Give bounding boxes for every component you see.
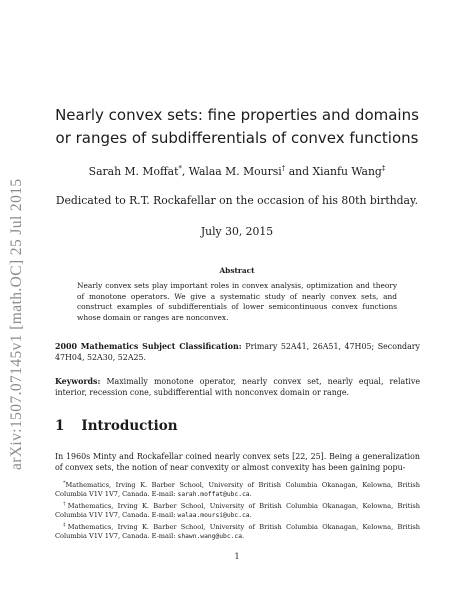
section-number: 1: [55, 418, 65, 434]
page-number: 1: [234, 552, 240, 561]
footnote: [55, 502, 420, 521]
paper-date: July 30, 2015: [200, 225, 274, 238]
keywords: [55, 376, 420, 399]
footnote-text: Mathematics, Irving K. Barber School, University of British Columbia Okanagan, Kelowna, British Columbia V1V 1V7, Canada. E-mail:: [55, 481, 420, 498]
author-name: Sarah M. Moffat: [88, 165, 179, 178]
footnote-mark: *: [63, 479, 66, 486]
footnote-mark: †: [63, 500, 68, 507]
footnote-end: .: [249, 489, 252, 498]
abstract-body: Nearly convex sets play important roles in convex analysis, optimization and theory of monotone operators. We give a systematic study of nearly convex sets, and construct examples of subdifferentials of lower semicontinuous convex functions whose domain or ranges are nonconvex.: [77, 281, 397, 322]
section-heading: [55, 418, 178, 434]
msc-classification: [55, 341, 420, 364]
email-link[interactable]: walaa.moursi@ubc.ca: [177, 511, 250, 519]
email-link[interactable]: shawn.wang@ubc.ca: [177, 532, 242, 540]
author-list: Sarah M. Moffat*, Walaa M. Moursi† and Xianfu Wang‡: [88, 164, 386, 178]
footnote-end: .: [249, 510, 252, 519]
footnote-mark: ‡: [63, 521, 68, 528]
footnote-mark: *: [178, 164, 182, 173]
author-conjunction: and: [288, 165, 309, 178]
section-title: Introduction: [81, 418, 178, 434]
footnote-text: Mathematics, Irving K. Barber School, University of British Columbia Okanagan, Kelowna, British Columbia V1V 1V7, Canada. E-mail:: [55, 501, 420, 519]
footnote-mark: ‡: [381, 164, 386, 173]
keywords-label: Keywords:: [55, 377, 101, 386]
intro-paragraph: In 1960s Minty and Rockafellar coined nearly convex sets [22, 25]. Being a generalization of convex sets, the notion of near convexity or almost convexity has been gaining popu-: [55, 452, 420, 473]
email-link[interactable]: sarah.moffat@ubc.ca: [177, 490, 250, 498]
footnote: [55, 523, 420, 542]
author-name: Walaa M. Moursi: [188, 165, 282, 178]
footnote-text: Mathematics, Irving K. Barber School, University of British Columbia Okanagan, Kelowna, British Columbia V1V 1V7, Canada. E-mail:: [55, 522, 420, 540]
msc-label: 2000 Mathematics Subject Classification:: [55, 342, 242, 351]
dedication: Dedicated to R.T. Rockafellar on the occasion of his 80th birthday.: [55, 194, 419, 207]
abstract-heading: Abstract: [219, 266, 255, 275]
footnote: [55, 481, 420, 500]
author-name: Xianfu Wang: [312, 165, 382, 178]
keywords-text: Maximally monotone operator, nearly convex set, nearly equal, relative interior, recession cone, subdifferential with nonconvex domain or range.: [55, 377, 420, 398]
arxiv-identifier: arXiv:1507.07145v1 [math.OC] 25 Jul 2015: [8, 178, 25, 470]
footnote-mark: †: [281, 164, 286, 173]
msc-text: Primary 52A41, 26A51, 47H05; Secondary 47H04, 52A30, 52A25.: [55, 342, 421, 363]
paper-title: Nearly convex sets: fine properties and domains or ranges of subdifferentials of convex functions: [55, 106, 419, 147]
footnotes: [55, 481, 420, 543]
footnote-end: .: [241, 531, 245, 540]
